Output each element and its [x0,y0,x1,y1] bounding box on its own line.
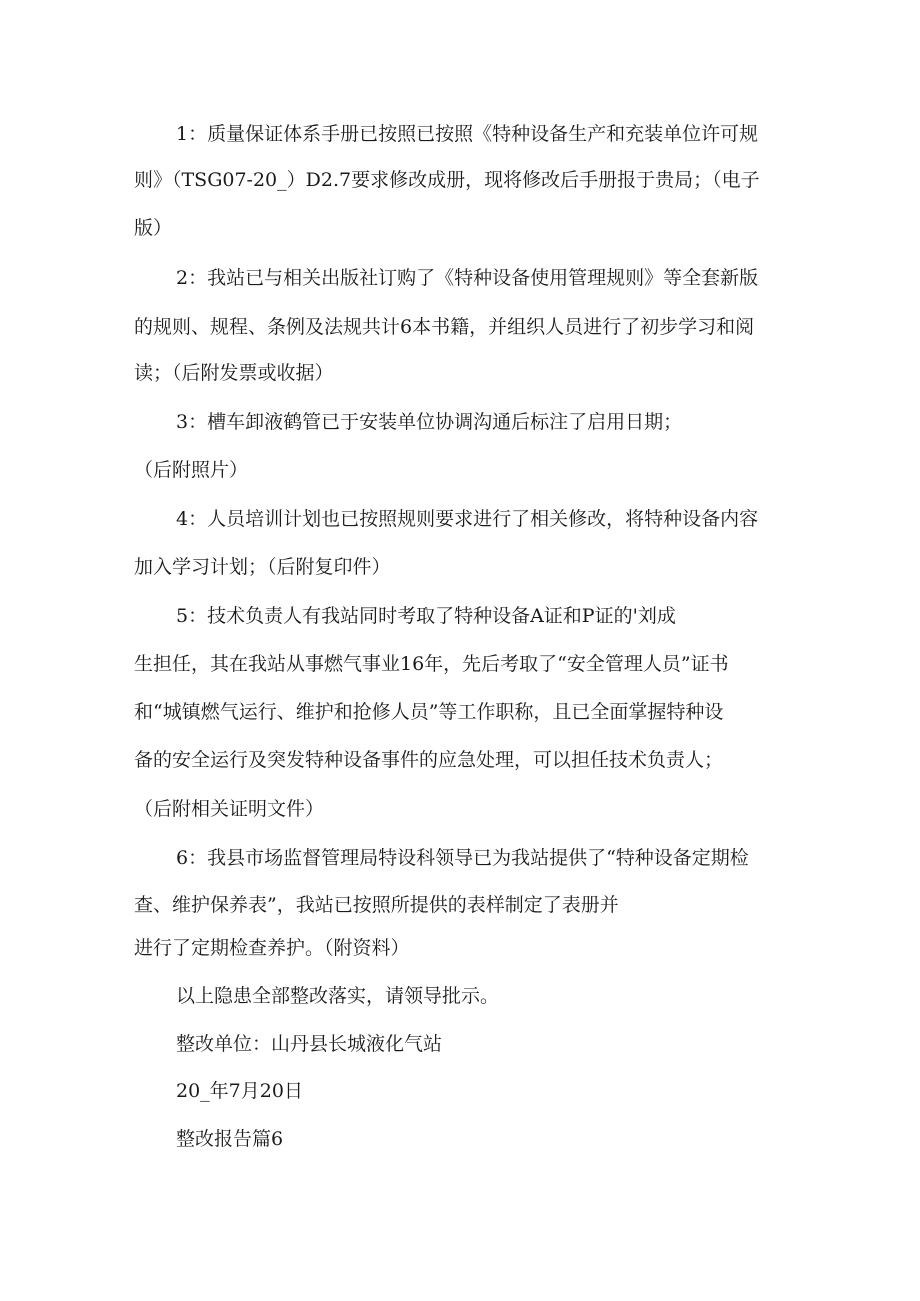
text-line: 20_年7月20日 [176,1080,303,1102]
text-line: 以上隐患全部整改落实，请领导批示。 [176,985,500,1007]
text-line: 生担任，其在我站从事燃气事业16年，先后考取了“安全管理人员”证书 [134,653,729,675]
text-line: 3：槽车卸液鹤管已于安装单位协调沟通后标注了启用日期； [176,411,683,433]
text-line: 进行了定期检查养护。（附资料） [134,937,410,959]
text-line: 则》（TSG07-20_）D2.7要求修改成册，现将修改后手册报于贵局；（电子 [134,169,760,191]
text-line: 版） [134,217,173,239]
text-line: 2：我站已与相关出版社订购了《特种设备使用管理规则》等全套新版 [176,267,759,289]
text-line: 6：我县市场监督管理局特设科领导已为我站提供了“特种设备定期检 [176,847,749,869]
text-line: 4：人员培训计划也已按照规则要求进行了相关修改，将特种设备内容 [176,508,759,530]
text-line: （后附相关证明文件） [134,798,325,820]
text-line: 加入学习计划；（后附复印件） [134,556,391,578]
text-line: 5：技术负责人有我站同时考取了特种设备A证和P证的'刘成 [176,605,676,627]
text-line: 的规则、规程、条例及法规共计6本书籍，并组织人员进行了初步学习和阅 [134,316,755,338]
text-line: 整改单位：山丹县长城液化气站 [176,1033,443,1055]
text-line: 读；（后附发票或收据） [134,362,334,384]
text-line: （后附照片） [134,459,249,481]
text-line: 查、维护保养表”，我站已按照所提供的表样制定了表册并 [134,894,619,916]
text-line: 1：质量保证体系手册已按照已按照《特种设备生产和充装单位许可规 [176,123,759,145]
text-line: 和“城镇燃气运行、维护和抢修人员”等工作职称，且已全面掌握特种设 [134,701,724,723]
text-line: 整改报告篇6 [176,1128,284,1150]
text-line: 备的安全运行及突发特种设备事件的应急处理，可以担任技术负责人； [134,749,724,771]
